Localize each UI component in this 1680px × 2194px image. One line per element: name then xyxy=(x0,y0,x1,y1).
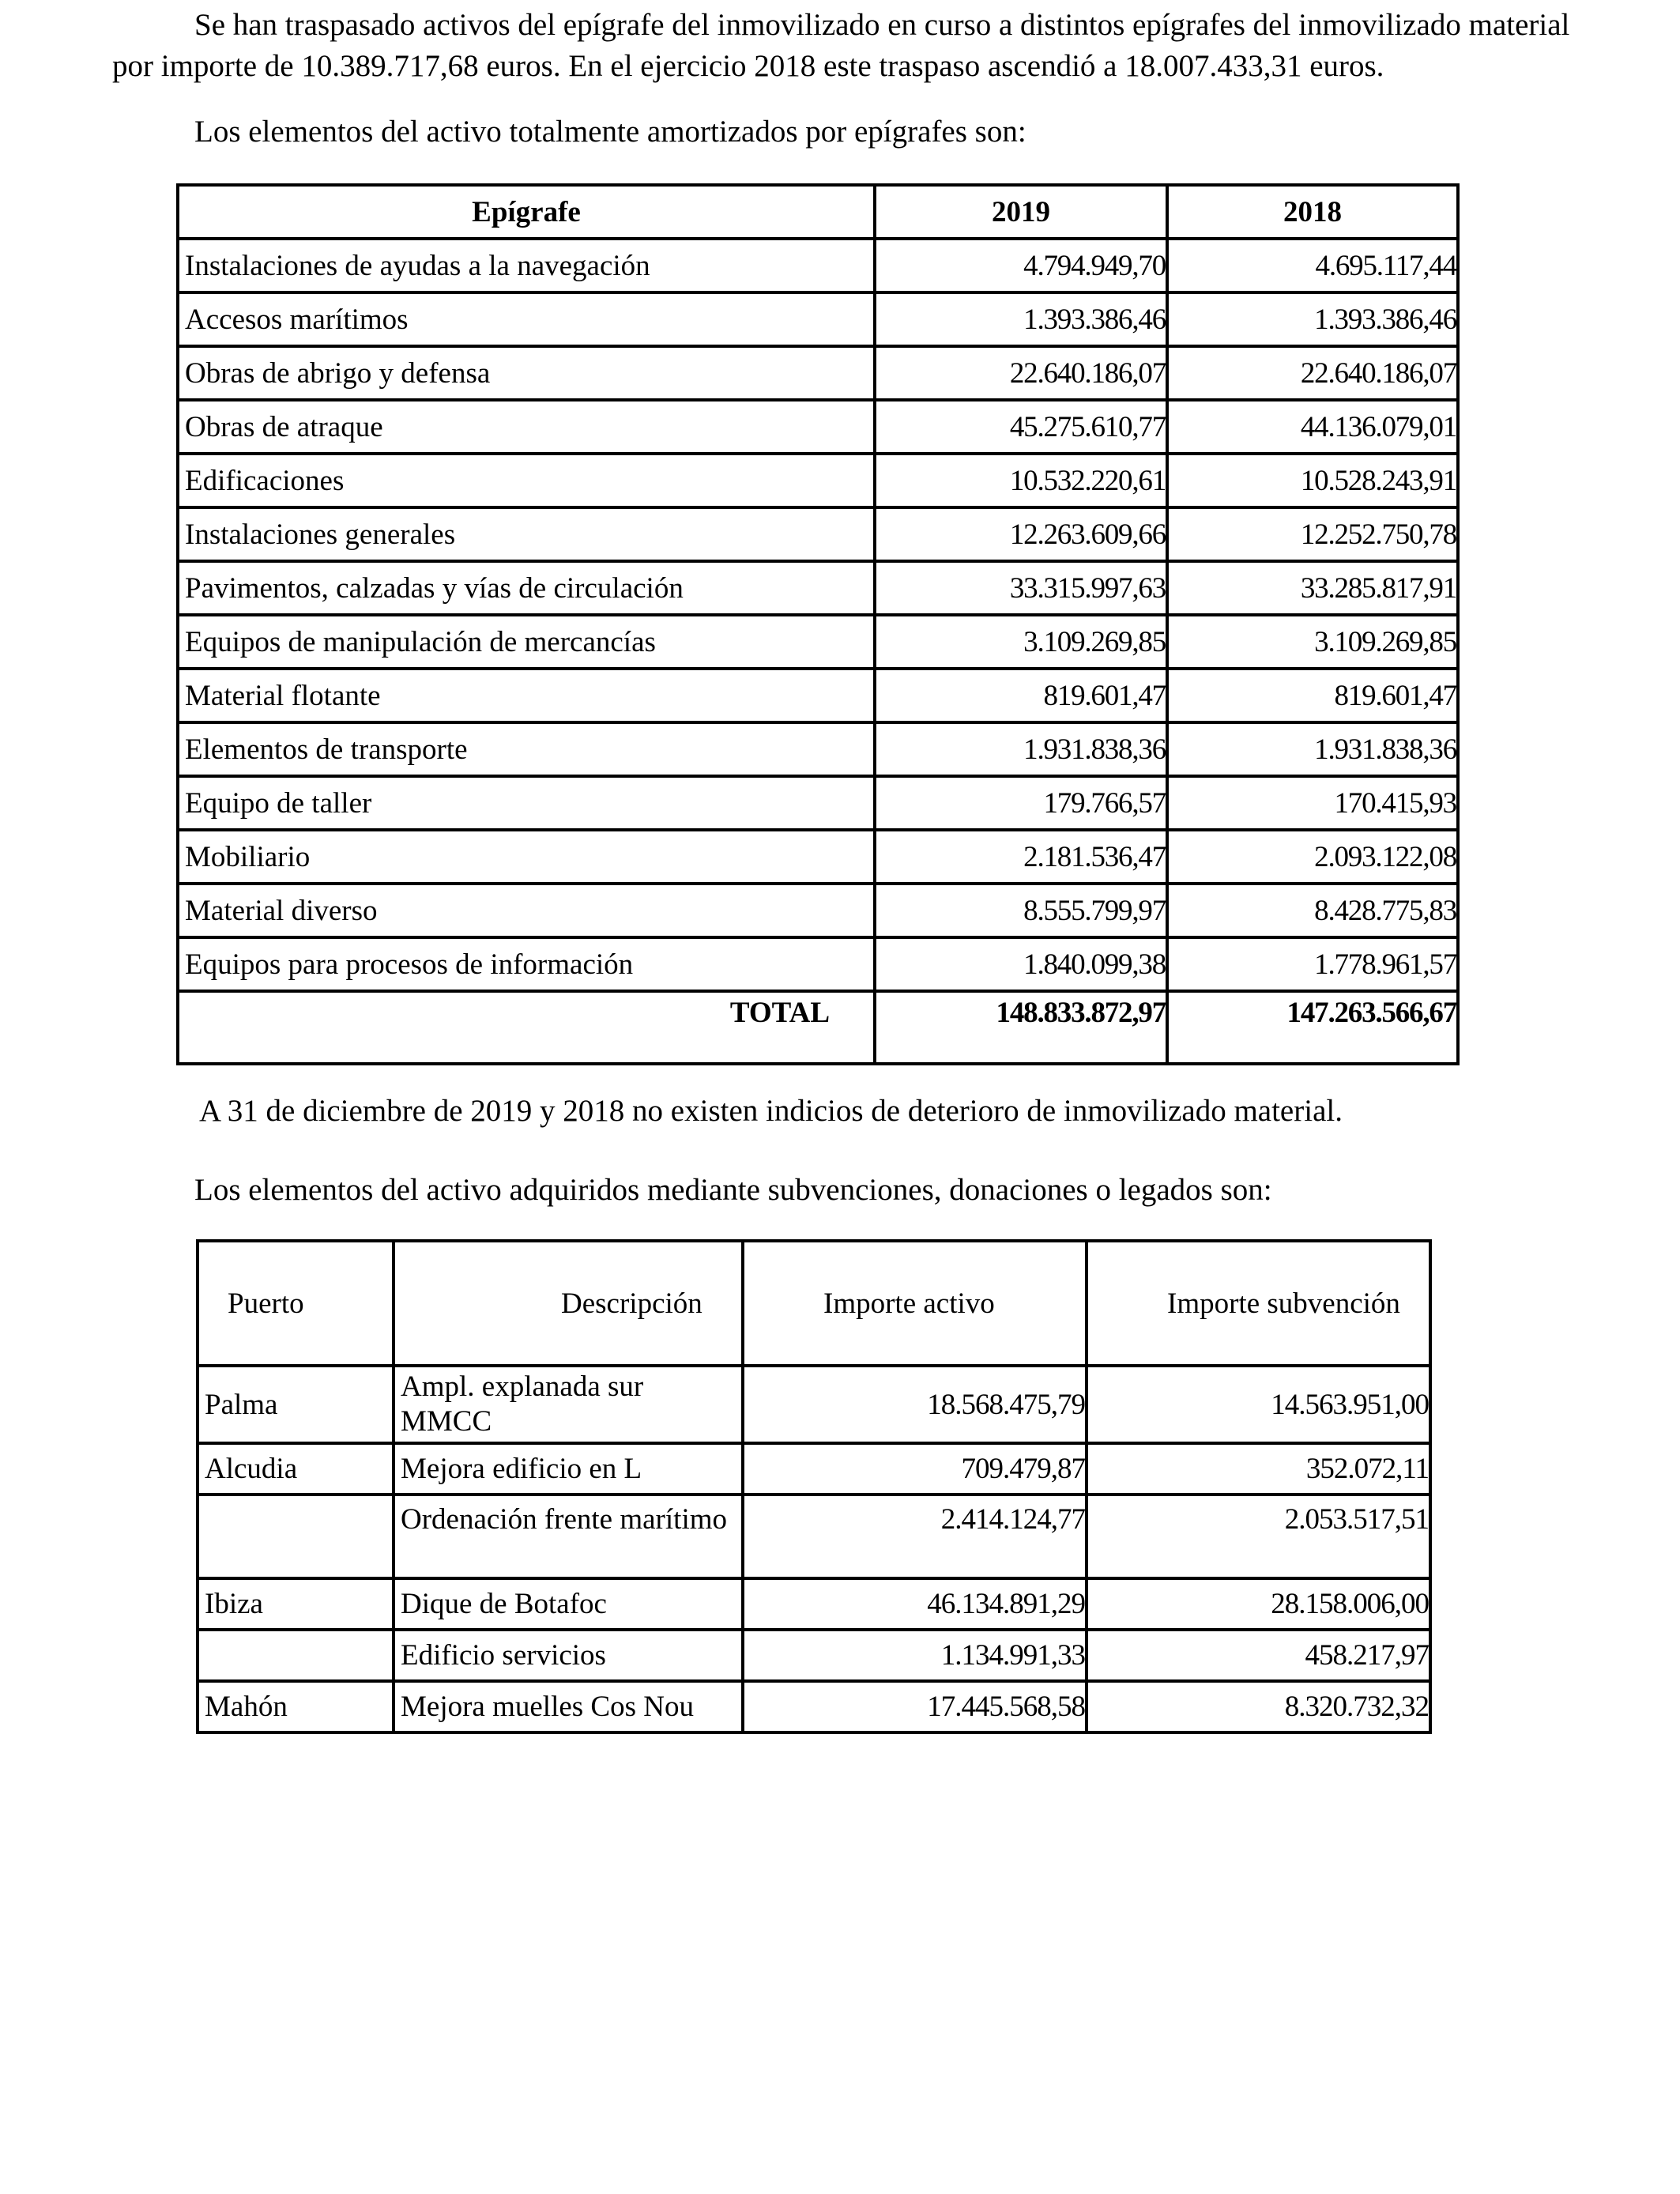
total-label: TOTAL xyxy=(178,991,875,1064)
value-2019: 33.315.997,63 xyxy=(875,561,1167,615)
table-row xyxy=(178,400,1458,454)
value-2018: 1.931.838,36 xyxy=(1167,722,1458,776)
header-epigrafe: Epígrafe xyxy=(178,185,875,239)
header-importe-activo: Importe activo xyxy=(743,1241,1087,1366)
subsidy-amount: 8.320.732,32 xyxy=(1087,1681,1430,1732)
table-row xyxy=(178,776,1458,830)
value-2018: 8.428.775,83 xyxy=(1167,884,1458,937)
intro-paragraph: Se han traspasado activos del epígrafe del inmovilizado en curso a distintos epígrafes del inmovilizado material por importe de 10.389.717,68 euros. En el ejercicio 2018 este traspaso ascendió a 18.007.433,31 euros. xyxy=(112,8,1570,83)
description-cell: Edificio servicios xyxy=(394,1630,743,1681)
table-row xyxy=(178,507,1458,561)
asset-amount: 18.568.475,79 xyxy=(743,1366,1087,1443)
row-label: Obras de abrigo y defensa xyxy=(178,346,875,400)
port-cell: Mahón xyxy=(198,1681,394,1732)
subsidies-table xyxy=(196,1239,1432,1734)
table-row xyxy=(198,1681,1430,1732)
value-2019: 10.532.220,61 xyxy=(875,454,1167,507)
impairment-paragraph: A 31 de diciembre de 2019 y 2018 no existen indicios de deterioro de inmovilizado material. xyxy=(199,1094,1343,1128)
row-label: Accesos marítimos xyxy=(178,292,875,346)
value-2018: 170.415,93 xyxy=(1167,776,1458,830)
subsidy-amount: 2.053.517,51 xyxy=(1087,1495,1430,1578)
value-2018: 22.640.186,07 xyxy=(1167,346,1458,400)
table-row xyxy=(178,346,1458,400)
header-importe-subvencion: Importe subvención xyxy=(1087,1241,1430,1366)
value-2019: 819.601,47 xyxy=(875,669,1167,722)
table-row xyxy=(178,615,1458,669)
value-2019: 12.263.609,66 xyxy=(875,507,1167,561)
asset-amount: 17.445.568,58 xyxy=(743,1681,1087,1732)
value-2018: 1.778.961,57 xyxy=(1167,937,1458,991)
row-label: Material diverso xyxy=(178,884,875,937)
table-row xyxy=(178,937,1458,991)
header-2019: 2019 xyxy=(875,185,1167,239)
table-row xyxy=(198,1578,1430,1630)
description-line: Ampl. explanada sur xyxy=(401,1370,644,1403)
value-2018: 4.695.117,44 xyxy=(1167,239,1458,292)
amortized-intro: Los elementos del activo totalmente amortizados por epígrafes son: xyxy=(194,115,1026,149)
row-label: Instalaciones generales xyxy=(178,507,875,561)
row-label: Equipos para procesos de información xyxy=(178,937,875,991)
description-cell: Dique de Botafoc xyxy=(394,1578,743,1630)
asset-amount: 46.134.891,29 xyxy=(743,1578,1087,1630)
total-row xyxy=(178,991,1458,1064)
table-row xyxy=(198,1495,1430,1578)
row-label: Equipo de taller xyxy=(178,776,875,830)
table-row xyxy=(178,722,1458,776)
subsidy-amount: 28.158.006,00 xyxy=(1087,1578,1430,1630)
description-cell: Mejora muelles Cos Nou xyxy=(394,1681,743,1732)
subsidy-amount: 458.217,97 xyxy=(1087,1630,1430,1681)
port-cell: Alcudia xyxy=(198,1443,394,1495)
asset-amount: 2.414.124,77 xyxy=(743,1495,1087,1578)
value-2018: 44.136.079,01 xyxy=(1167,400,1458,454)
value-2019: 179.766,57 xyxy=(875,776,1167,830)
port-cell xyxy=(198,1630,394,1681)
table-row xyxy=(178,454,1458,507)
asset-amount: 1.134.991,33 xyxy=(743,1630,1087,1681)
value-2019: 1.393.386,46 xyxy=(875,292,1167,346)
table-row xyxy=(178,669,1458,722)
value-2019: 2.181.536,47 xyxy=(875,830,1167,884)
description-line: MMCC xyxy=(401,1405,492,1438)
table-row xyxy=(198,1366,1430,1443)
row-label: Edificaciones xyxy=(178,454,875,507)
table-row xyxy=(178,884,1458,937)
asset-amount: 709.479,87 xyxy=(743,1443,1087,1495)
amortized-table xyxy=(176,183,1460,1065)
value-2018: 10.528.243,91 xyxy=(1167,454,1458,507)
description-cell: Mejora edificio en L xyxy=(394,1443,743,1495)
subsidy-amount: 352.072,11 xyxy=(1087,1443,1430,1495)
header-2018: 2018 xyxy=(1167,185,1458,239)
value-2019: 3.109.269,85 xyxy=(875,615,1167,669)
description-cell xyxy=(394,1366,743,1443)
value-2019: 45.275.610,77 xyxy=(875,400,1167,454)
row-label: Obras de atraque xyxy=(178,400,875,454)
row-label: Elementos de transporte xyxy=(178,722,875,776)
row-label: Mobiliario xyxy=(178,830,875,884)
header-puerto: Puerto xyxy=(198,1241,394,1366)
subsidies-intro: Los elementos del activo adquiridos mediante subvenciones, donaciones o legados son: xyxy=(194,1173,1272,1207)
total-2019: 148.833.872,97 xyxy=(875,991,1167,1064)
value-2018: 3.109.269,85 xyxy=(1167,615,1458,669)
value-2019: 1.931.838,36 xyxy=(875,722,1167,776)
row-label: Pavimentos, calzadas y vías de circulación xyxy=(178,561,875,615)
table-row xyxy=(178,561,1458,615)
value-2018: 2.093.122,08 xyxy=(1167,830,1458,884)
table-row xyxy=(178,830,1458,884)
value-2018: 12.252.750,78 xyxy=(1167,507,1458,561)
row-label: Instalaciones de ayudas a la navegación xyxy=(178,239,875,292)
table-row xyxy=(198,1443,1430,1495)
row-label: Equipos de manipulación de mercancías xyxy=(178,615,875,669)
value-2019: 8.555.799,97 xyxy=(875,884,1167,937)
table-row xyxy=(178,292,1458,346)
value-2019: 1.840.099,38 xyxy=(875,937,1167,991)
value-2019: 22.640.186,07 xyxy=(875,346,1167,400)
total-2018: 147.263.566,67 xyxy=(1167,991,1458,1064)
table-row xyxy=(198,1630,1430,1681)
subsidy-amount: 14.563.951,00 xyxy=(1087,1366,1430,1443)
value-2018: 33.285.817,91 xyxy=(1167,561,1458,615)
table-header-row xyxy=(178,185,1458,239)
value-2018: 1.393.386,46 xyxy=(1167,292,1458,346)
value-2018: 819.601,47 xyxy=(1167,669,1458,722)
value-2019: 4.794.949,70 xyxy=(875,239,1167,292)
row-label: Material flotante xyxy=(178,669,875,722)
port-cell xyxy=(198,1495,394,1578)
port-cell: Ibiza xyxy=(198,1578,394,1630)
port-cell: Palma xyxy=(198,1366,394,1443)
description-cell: Ordenación frente marítimo xyxy=(394,1495,743,1578)
header-descripcion: Descripción xyxy=(394,1241,743,1366)
table-row xyxy=(178,239,1458,292)
table-header-row xyxy=(198,1241,1430,1366)
